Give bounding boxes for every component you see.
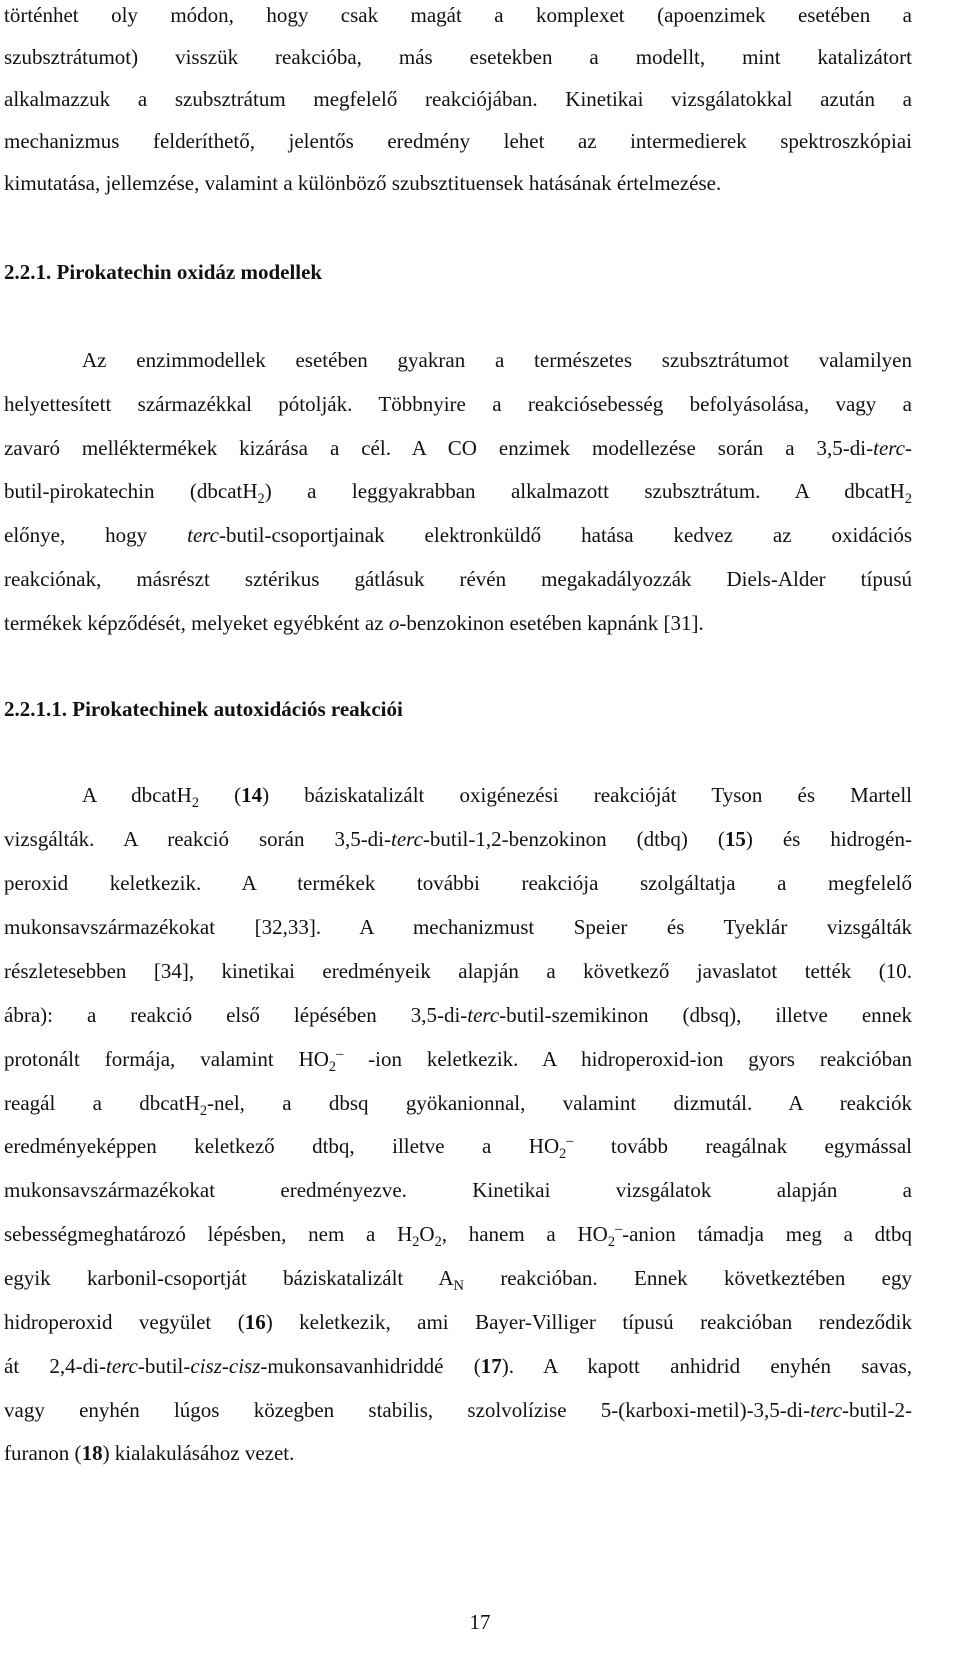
text-line: mukonsavszármazékokat eredményezve. Kinetikai vizsgálatok alapján a [4,1178,912,1202]
text-line: termékek képződését, melyeket egyébként az o-benzokinon esetében kapnánk [31]. [4,611,704,635]
text-line: történhet oly módon, hogy csak magát a komplexet (apoenzimek esetében a [4,3,912,27]
text-line: reakciónak, másrészt sztérikus gátlásuk révén megakadályozzák Diels-Alder típusú [4,567,912,591]
text-line: reagál a dbcatH$_2$-nel, a dbsq gyökanionnal, valamint dizmutál. A reakciók [4,1091,912,1120]
section-heading: 2.2.1. Pirokatechin oxidáz modellek [4,260,323,284]
text-line: protonált formája, valamint $HO_2^-$ -ion keletkezik. A hidroperoxid-ion gyors reakcióban [4,1046,912,1076]
page-number: 17 [469,1610,491,1634]
text-line: helyettesített származékkal pótolják. Többnyire a reakciósebesség befolyásolása, vagy a [4,392,912,416]
text-line: részletesebben [34], kinetikai eredményeik alapján a következő javaslatot tették (10. [4,959,912,983]
text-line: butil-pirokatechin (dbcatH$_2$) a leggyakrabban alkalmazott szubsztrátum. A dbcatH$_2$ [4,479,912,508]
text-line: alkalmazzuk a szubsztrátum megfelelő reakciójában. Kinetikai vizsgálatokkal azután a [4,87,912,111]
text-line: hidroperoxid vegyület (16) keletkezik, ami Bayer-Villiger típusú reakcióban rendeződik [4,1310,912,1334]
text-line: kimutatása, jellemzése, valamint a különböző szubsztituensek hatásának értelmezése. [4,171,722,195]
text-line: szubsztrátumot) visszük reakcióba, más esetekben a modellt, mint katalizátort [4,45,912,69]
text-line: egyik karbonil-csoportját báziskatalizált $A_N$ reakcióban. Ennek következtében egy [4,1266,912,1295]
text-line: Az enzimmodellek esetében gyakran a természetes szubsztrátumot valamilyen [82,348,912,372]
text-line: vizsgálták. A reakció során 3,5-di-terc-butil-1,2-benzokinon (dtbq) (15) és hidrogén- [4,827,912,851]
text-line: vagy enyhén lúgos közegben stabilis, szolvolízise 5-(karboxi-metil)-3,5-di-terc-butil-2- [4,1398,912,1422]
text-line: át 2,4-di-terc-butil-cisz-cisz-mukonsavanhidriddé (17). A kapott anhidrid enyhén savas, [4,1354,913,1378]
text-line: eredményeképpen keletkező dtbq, illetve a $HO_2^-$ tovább reagálnak egymással [4,1133,912,1163]
text-line: ábra): a reakció első lépésében 3,5-di-terc-butil-szemikinon (dbsq), illetve ennek [4,1003,912,1027]
text-line: furanon (18) kialakulásához vezet. [4,1441,295,1465]
text-line: peroxid keletkezik. A termékek további reakciója szolgáltatja a megfelelő [4,871,912,895]
text-line: mechanizmus felderíthető, jelentős eredmény lehet az intermedierek spektroszkópiai [4,129,912,153]
text-line: A dbcatH$_2$ (14) báziskatalizált oxigénezési reakcióját Tyson és Martell [82,783,912,812]
subsection-heading: 2.2.1.1. Pirokatechinek autoxidációs reakciói [4,697,403,721]
text-line: zavaró melléktermékek kizárása a cél. A CO enzimek modellezése során a 3,5-di-terc- [4,436,912,460]
text-line: mukonsavszármazékokat [32,33]. A mechanizmust Speier és Tyeklár vizsgálták [4,915,912,939]
text-line: sebességmeghatározó lépésben, nem a $H_2O_2$, hanem a $HO_2^-$-anion támadja meg a dtbq [4,1221,912,1251]
text-line: előnye, hogy terc-butil-csoportjainak elektronküldő hatása kedvez az oxidációs [4,523,912,547]
